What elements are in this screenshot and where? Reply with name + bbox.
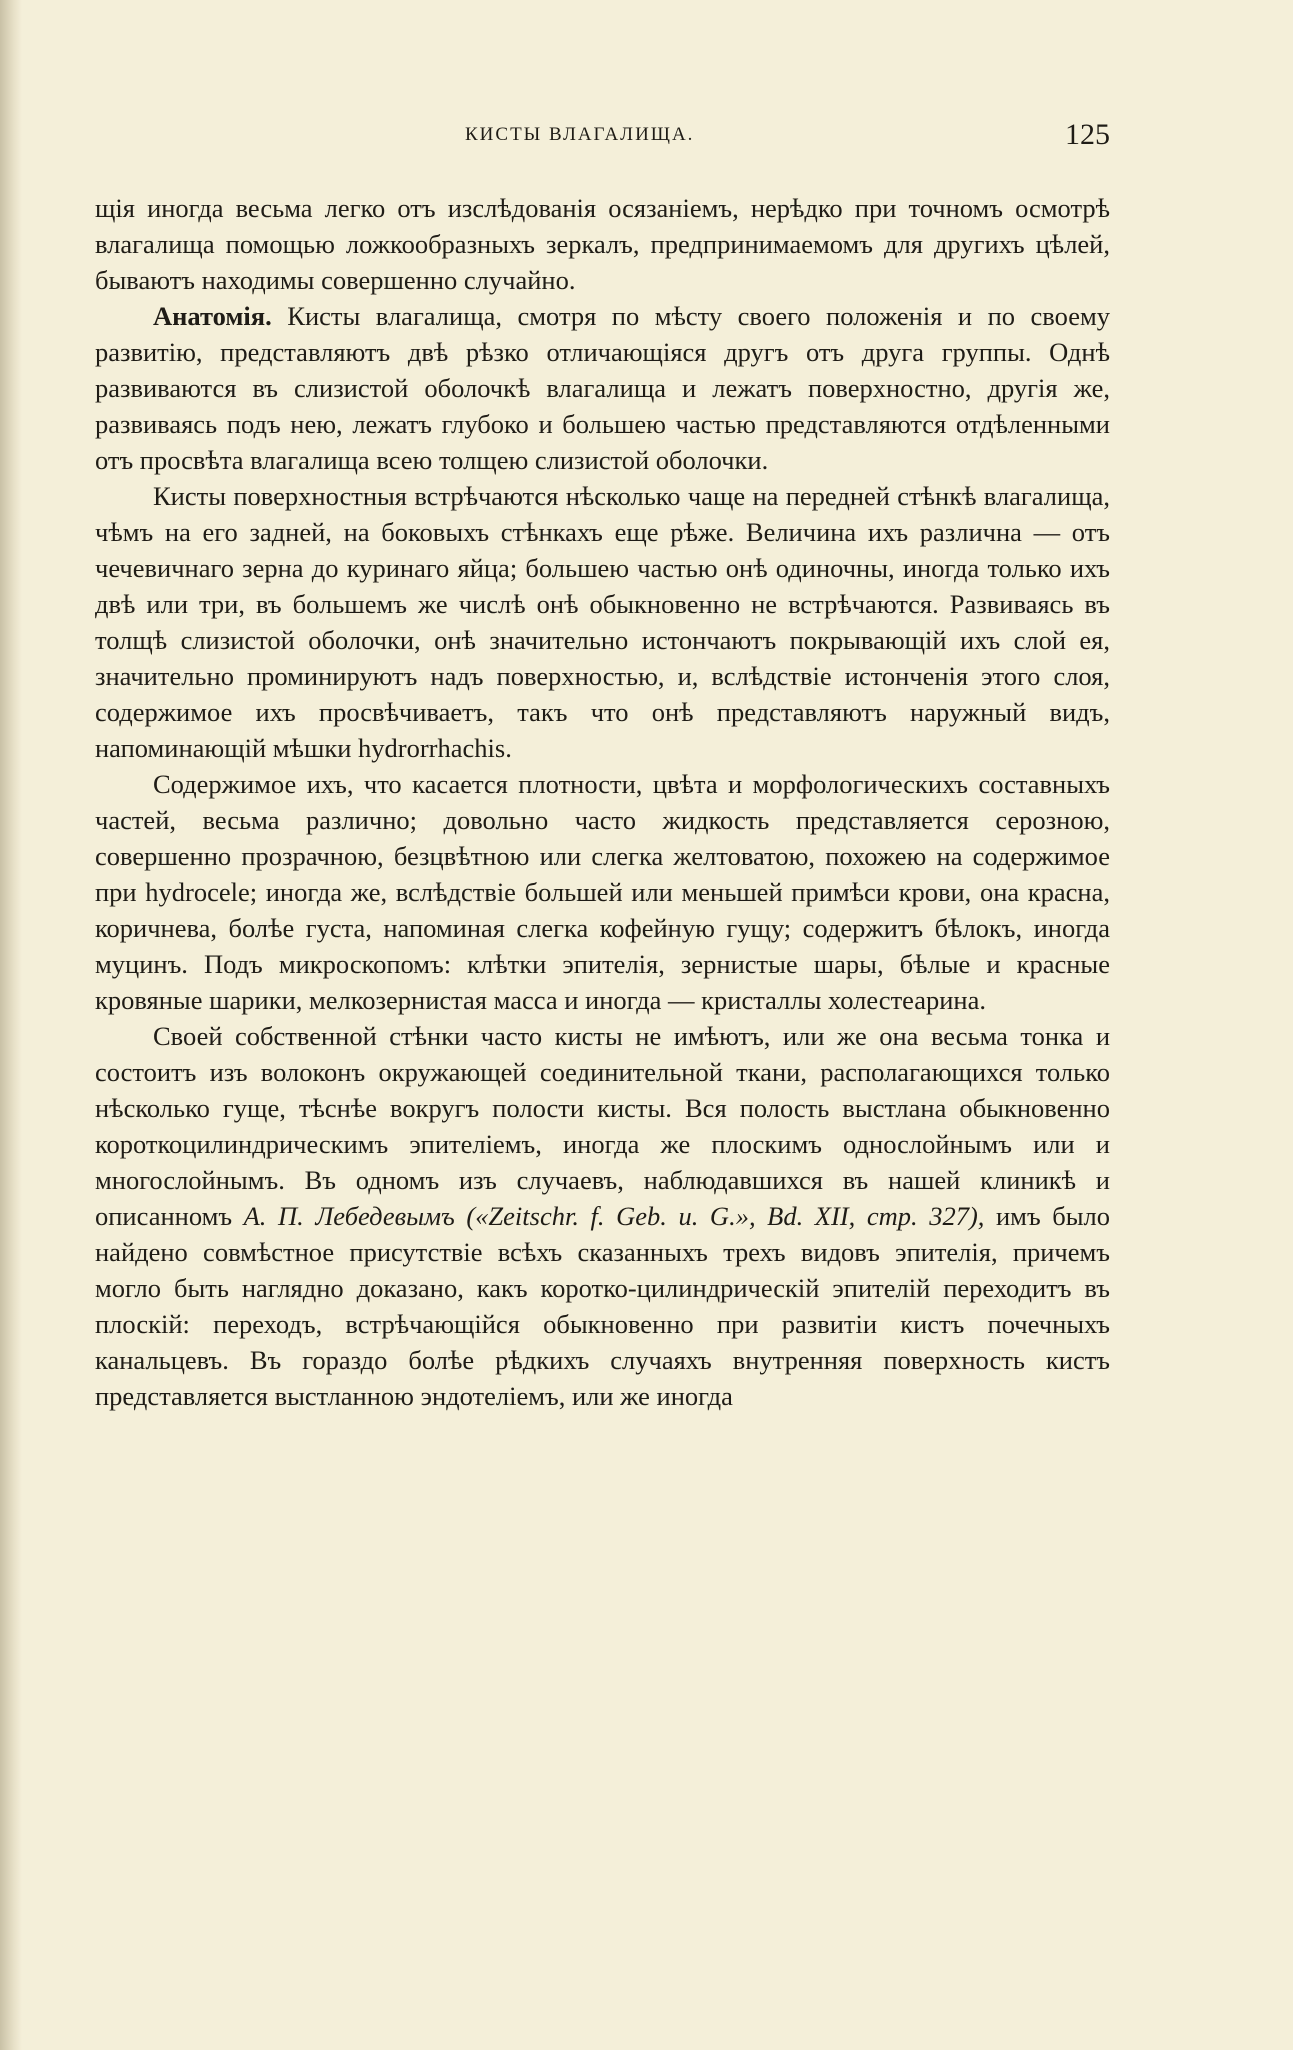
running-title: КИСТЫ ВЛАГАЛИЩА. [465,124,695,145]
paragraph-text: Своей собственной стѣнки часто кисты не имѣютъ, или же она весьма тонка и состоитъ изъ волоконъ окружающей соединительной ткани, располагающихся только нѣсколько гуще, тѣснѣе вокругъ полости кисты. Вся полость выстлана обыкновенно короткоцилиндрическимъ эпителіемъ, иногда же плоскимъ однослойнымъ или и многослойнымъ. Въ одномъ изъ случаевъ, наблюдавшихся въ нашей клиникѣ и описанномъ [95,1021,1110,1231]
body-text [95,190,1110,1414]
paragraph-text: Кисты влагалища, смотря по мѣсту своего положенія и по своему развитію, представляютъ двѣ рѣзко отличающіяся другъ отъ друга группы. Однѣ развиваются въ слизистой оболочкѣ влагалища и лежатъ поверхностно, другія же, развиваясь подъ нею, лежатъ глубоко и большею частью представляются отдѣленными отъ просвѣта влагалища всею толщею слизистой оболочки. [95,301,1110,475]
section-lead-term: Анатомія. [153,301,272,331]
paragraph-anatomy [95,298,1110,478]
page-number: 125 [1065,118,1110,151]
paragraph-superficial-cysts: Кисты поверхностныя встрѣчаются нѣсколько чаще на передней стѣнкѣ влагалища, чѣмъ на его задней, на боковыхъ стѣнкахъ еще рѣже. Величина ихъ различна — отъ чечевичнаго зерна до куринаго яйца; большею частью онѣ одиночны, иногда только ихъ двѣ или три, въ большемъ же числѣ онѣ обыкновенно не встрѣчаются. Развиваясь въ толщѣ слизистой оболочки, онѣ значительно истончаютъ покрывающій ихъ слой ея, значительно проминируютъ надъ поверхностью, и, вслѣдствіе истонченія этого слоя, содержимое ихъ просвѣчиваетъ, такъ что онѣ представляютъ наружный видъ, напоминающій мѣшки hydrorrhachis. [95,481,1110,763]
paragraph-contents: Содержимое ихъ, что касается плотности, цвѣта и морфологическихъ составныхъ частей, весьма различно; довольно часто жидкость представляется серозною, совершенно прозрачною, безцвѣтною или слегка желтоватою, похожею на содержимое при hydrocele; иногда же, вслѣдствіе большей или меньшей примѣси крови, она красна, коричнева, болѣе густа, напоминая слегка кофейную гущу; содержитъ бѣлокъ, иногда муцинъ. Подъ микроскопомъ: клѣтки эпителія, зернистые шары, бѣлые и красные кровяные шарики, мелкозернистая масса и иногда — кристаллы холестеарина. [95,769,1110,1015]
paragraph-cyst-wall [95,1018,1110,1414]
page-binding-edge [0,0,22,2050]
paragraph-text: имъ было найдено совмѣстное присутствіе всѣхъ сказанныхъ трехъ видовъ эпителія, причемъ могло быть наглядно доказано, какъ коротко-цилиндрическій эпителій переходитъ въ плоскій: переходъ, встрѣчающійся обыкновенно при развитіи кистъ почечныхъ канальцевъ. Въ гораздо болѣе рѣдкихъ случаяхъ внутренняя поверхность кистъ представляется выстланною эндотеліемъ, или же иногда [95,1201,1110,1411]
citation: А. П. Лебедевымъ («Zeitschr. f. Geb. u. G.», Bd. XII, стр. 327), [243,1201,985,1231]
page-header [95,118,1110,158]
paragraph-continuation: щія иногда весьма легко отъ изслѣдованія осязаніемъ, нерѣдко при точномъ осмотрѣ влагалища помощью ложкообразныхъ зеркалъ, предпринимаемомъ для другихъ цѣлей, бываютъ находимы совершенно случайно. [95,193,1110,295]
